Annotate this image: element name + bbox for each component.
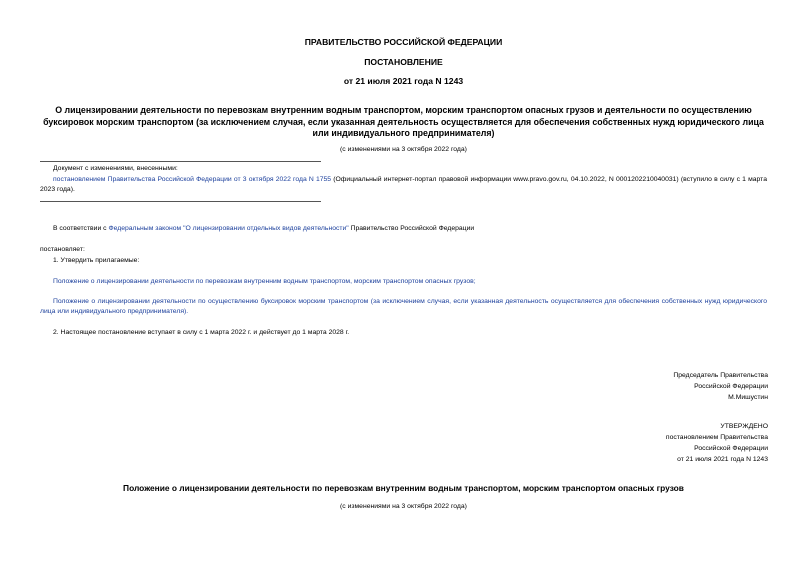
federal-law-link[interactable]: Федеральным законом "О лицензировании отдельных видов деятельности" xyxy=(108,225,349,232)
approval-line-2: постановлением Правительства xyxy=(665,434,768,441)
item-2: 2. Настоящее постановление вступает в силу с 1 марта 2022 г. и действует до 1 марта 2028 г. xyxy=(53,329,350,336)
government-heading: ПРАВИТЕЛЬСТВО РОССИЙСКОЙ ФЕДЕРАЦИИ xyxy=(304,37,503,47)
signature-name: М.Мишустин xyxy=(728,394,768,401)
document-type: ПОСТАНОВЛЕНИЕ xyxy=(364,57,443,67)
amendment-link[interactable]: постановлением Правительства Российской Федерации от 3 октября 2022 года N 1755 xyxy=(53,176,332,183)
regulation-link-2[interactable]: Положение о лицензировании деятельности по осуществлению буксировок морским транспортом (за исключением случая, если указанная деятельность осуществляется для обеспечения собственных нужд юридического лица или индивидуального предпринимателя). xyxy=(40,298,767,315)
section-amendment-note: (с изменениями на 3 октября 2022 года) xyxy=(340,503,467,510)
amendment-note: (с изменениями на 3 октября 2022 года) xyxy=(340,146,467,153)
preamble-paragraph xyxy=(53,224,474,234)
section-title: Положение о лицензировании деятельности по перевозкам внутренним водным транспортом, морским транспортом опасных грузов xyxy=(123,483,684,493)
approval-line-4: от 21 июля 2021 года N 1243 xyxy=(677,456,768,463)
preamble-text: В соответствии с xyxy=(53,225,109,232)
approval-line-3: Российской Федерации xyxy=(694,445,768,452)
changes-paragraph xyxy=(40,175,767,195)
top-divider xyxy=(40,161,321,162)
document-date: от 21 июля 2021 года N 1243 xyxy=(343,76,464,86)
signature-country: Российской Федерации xyxy=(694,383,768,390)
item-1: 1. Утвердить прилагаемые: xyxy=(53,257,140,264)
changes-details: (Официальный интернет-портал правовой информации www.pravo.gov.ru, 04.10.2022, N 0001202210040031) (вступило в силу с 1 марта 2023 года). xyxy=(40,176,767,193)
approval-block xyxy=(666,421,768,465)
bottom-divider xyxy=(40,201,321,202)
regulation-link-1[interactable]: Положение о лицензировании деятельности по перевозкам внутренним водным транспортом, морским транспортом опасных грузов; xyxy=(53,278,476,285)
decree-word: постановляет: xyxy=(40,246,85,253)
signature-position: Председатель Правительства xyxy=(673,372,768,379)
approval-title: УТВЕРЖДЕНО xyxy=(720,423,768,430)
document-title: О лицензировании деятельности по перевозкам внутренним водным транспортом, морским транспортом опасных грузов и деятельности по осуществлению буксировок морским транспортом (за исключением случая, если указанная деятельность осуществляется для обеспечения собственных нужд юридического лица или индивидуального предпринимателя) xyxy=(43,105,764,138)
preamble-text-end: Правительство Российской Федерации xyxy=(348,225,475,232)
signature-block xyxy=(673,370,768,403)
changes-intro: Документ с изменениями, внесенными: xyxy=(53,165,178,172)
